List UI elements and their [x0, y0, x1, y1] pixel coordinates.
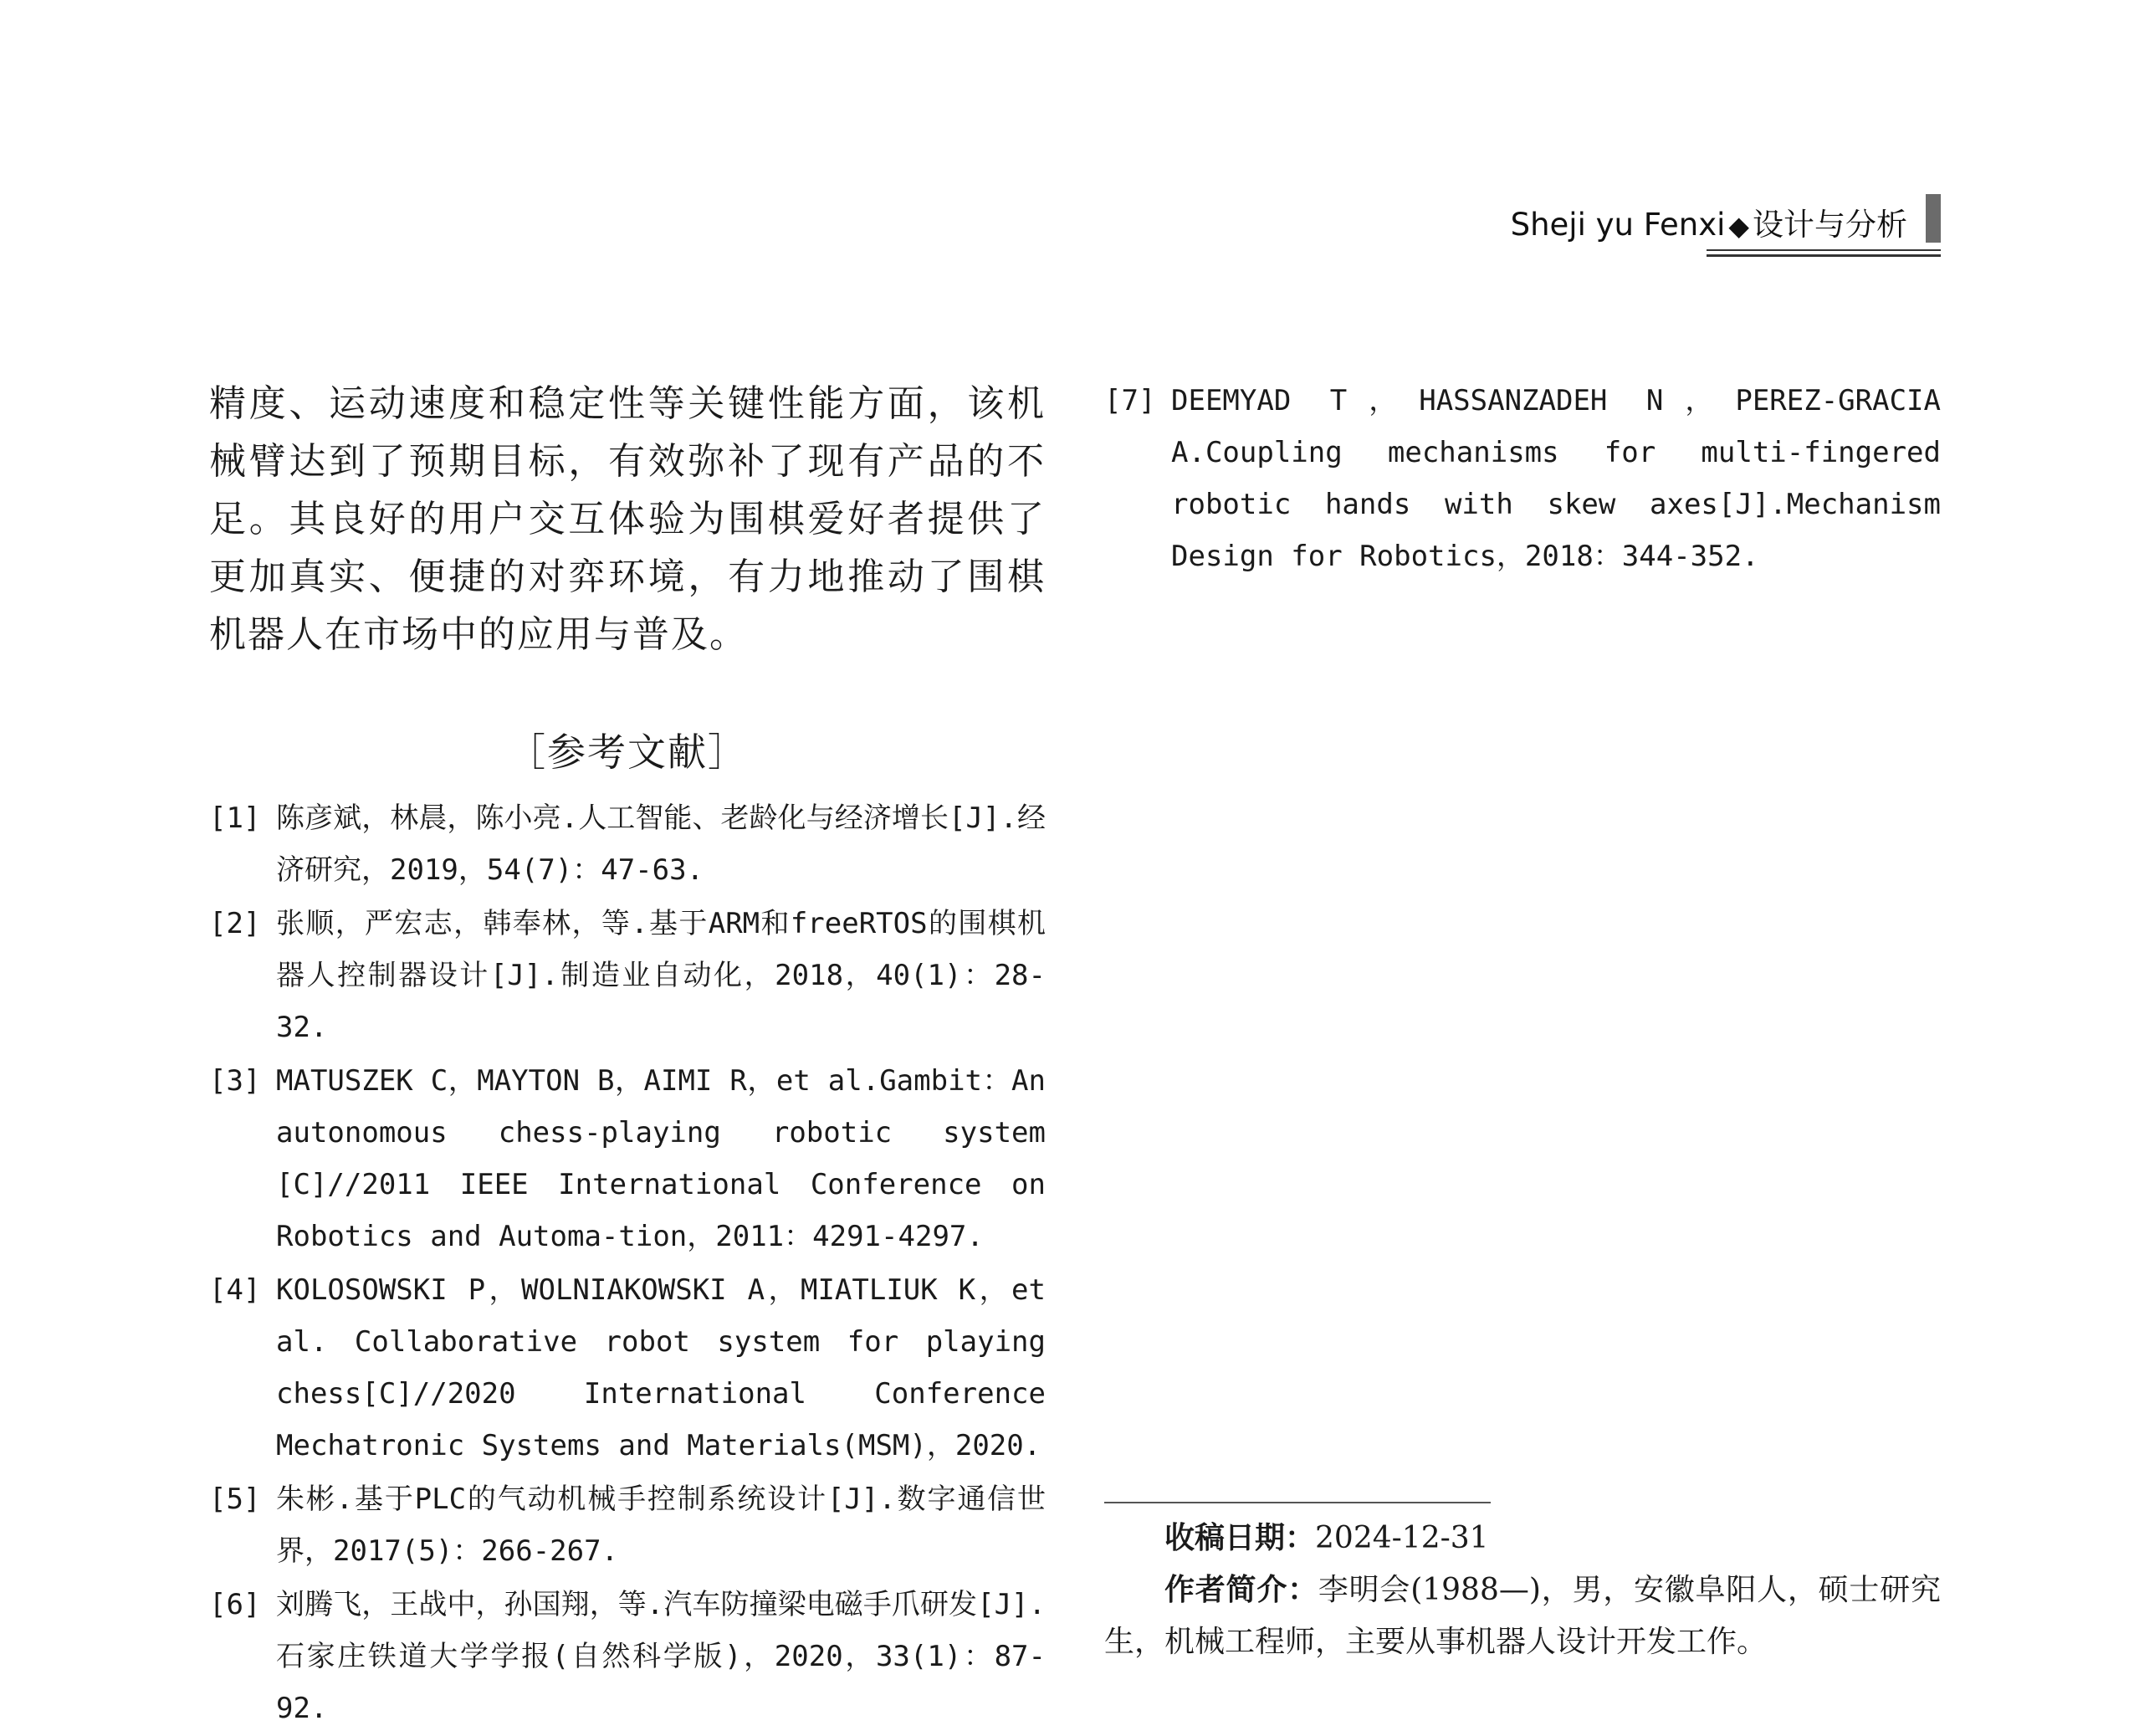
header-title [1511, 199, 1907, 244]
received-date-line [1104, 1513, 1941, 1564]
received-date: 2024-12-31 [1315, 1521, 1489, 1555]
right-column [1104, 375, 1941, 584]
conclusion-paragraph: 精度、运动速度和稳定性等关键性能方面，该机械臂达到了预期目标，有效弥补了现有产品的不足。其良好的用户交互体验为围棋爱好者提供了更加真实、便捷的对弈环境，有力地推动了围棋机器人在市场中的应用与普及。 [209, 382, 1046, 656]
header-rule [1707, 249, 1941, 251]
author-label: 作者简介： [1164, 1573, 1318, 1607]
reference-number: [5] [209, 1483, 261, 1516]
reference-number: [3] [209, 1064, 261, 1098]
received-label: 收稿日期： [1164, 1521, 1316, 1555]
reference-item [1104, 375, 1941, 582]
footnote [1104, 1513, 1941, 1668]
reference-item [209, 1473, 1046, 1577]
left-column [209, 375, 1046, 1736]
reference-item [209, 1055, 1046, 1262]
reference-item [209, 1264, 1046, 1472]
author-bio-line [1104, 1564, 1941, 1668]
reference-text: 朱彬.基于PLC的气动机械手控制系统设计[J].数字通信世界，2017(5)：266-267. [276, 1483, 1046, 1568]
references-title: ［参考文献］ [507, 730, 748, 775]
header-pinyin: Sheji yu Fenxi [1510, 207, 1726, 243]
header-bar-decoration [1926, 194, 1941, 243]
diamond-icon: ◆ [1728, 210, 1749, 242]
reference-number: [1] [209, 801, 261, 835]
reference-number: [6] [209, 1588, 261, 1621]
reference-text: 陈彦斌，林晨，陈小亮.人工智能、老龄化与经济增长[J].经济研究，2019，54(7)：47-63. [276, 801, 1046, 887]
running-header [1489, 191, 1941, 258]
header-rule [1707, 254, 1941, 257]
reference-number: [4] [209, 1273, 261, 1307]
reference-number: [2] [209, 907, 261, 940]
reference-item [209, 792, 1046, 896]
reference-item [209, 1579, 1046, 1734]
header-section: 设计与分析 [1753, 207, 1907, 243]
reference-text: DEEMYAD T，HASSANZADEH N，PEREZ-GRACIA A.Coupling mechanisms for multi-fingered robotic hands with skew axes[J].Mechanism Design for Robotics，2018：344-352. [1171, 384, 1941, 573]
reference-item [209, 898, 1046, 1053]
reference-number: [7] [1104, 384, 1156, 417]
reference-text: 张顺，严宏志，韩奉林，等.基于ARM和freeRTOS的围棋机器人控制器设计[J].制造业自动化，2018，40(1)：28-32. [276, 907, 1046, 1044]
reference-text: 刘腾飞，王战中，孙国翔，等.汽车防撞梁电磁手爪研发[J].石家庄铁道大学学报(自然科学版)，2020，33(1)：87-92. [276, 1588, 1046, 1725]
footnote-rule [1104, 1502, 1491, 1503]
reference-text: MATUSZEK C，MAYTON B，AIMI R，et al.Gambit：An autonomous chess-playing robotic system [C]//2011 IEEE International Conference on Robotics and Automa-tion，2011：4291-4297. [276, 1064, 1046, 1253]
reference-text: KOLOSOWSKI P，WOLNIAKOWSKI A，MIATLIUK K，et al. Collaborative robot system for playing chess[C]//2020 International Conference Mechatronic Systems and Materials(MSM)，2020. [276, 1273, 1046, 1462]
author-bio: 李明会(1988—)，男，安徽阜阳人，硕士研究生，机械工程师，主要从事机器人设计开发工作。 [1104, 1573, 1941, 1659]
